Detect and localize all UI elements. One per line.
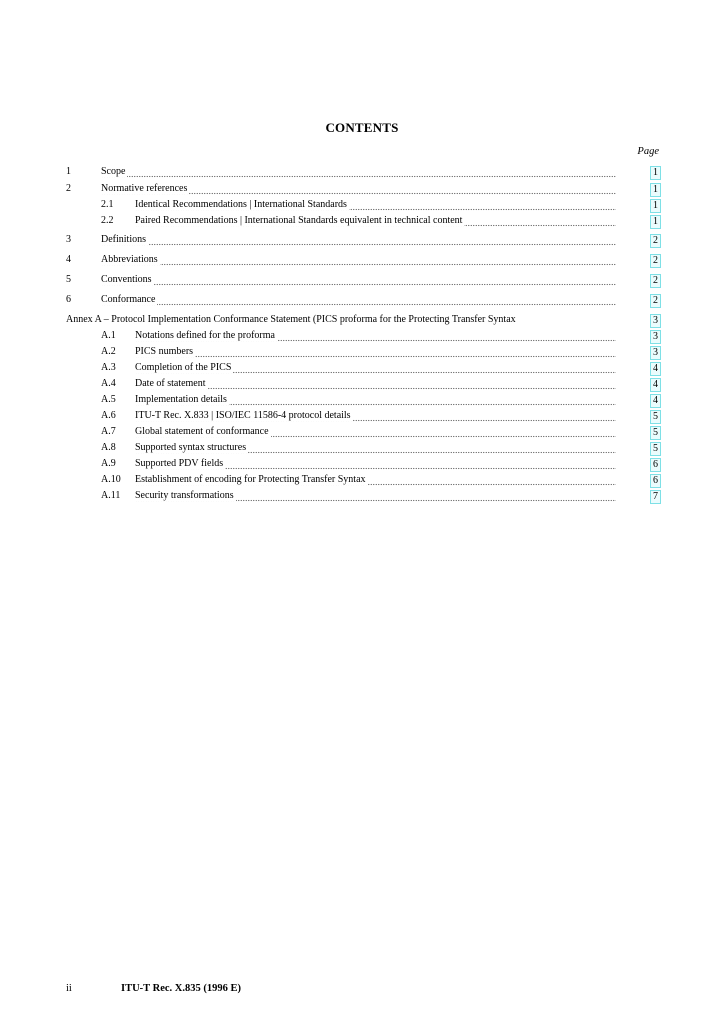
toc-entry-number: A.9 (101, 458, 116, 469)
toc-entry-title (135, 377, 616, 391)
toc-entry-title (101, 233, 616, 247)
toc-entry-label: Annex A – Protocol Implementation Conformance Statement (PICS proforma for the Protecting Transfer Syntax (66, 314, 516, 325)
toc-page-link[interactable]: 3 (650, 314, 661, 328)
footer-recommendation: ITU-T Rec. X.835 (1996 E) (121, 983, 241, 994)
toc-entry-title (135, 345, 616, 359)
toc-entry-title (135, 441, 616, 455)
toc-entry-label: Establishment of encoding for Protecting Transfer Syntax (135, 474, 366, 485)
toc-entry-label: Security transformations (135, 490, 234, 501)
toc-page-link[interactable]: 1 (650, 199, 661, 213)
toc-entry-number: A.11 (101, 490, 121, 501)
toc-entry-label: Normative references (101, 183, 188, 194)
toc-page-link[interactable]: 5 (650, 442, 661, 456)
toc-entry-number: A.1 (101, 330, 116, 341)
toc-entry-number: 5 (66, 274, 71, 285)
toc-page-link[interactable]: 3 (650, 346, 661, 360)
toc-entry-label: Conformance (101, 294, 156, 305)
toc-entry-number: 2 (66, 183, 71, 194)
toc-entry-title (135, 473, 616, 487)
toc-entry-label: Abbreviations (101, 254, 158, 265)
toc-entry-number: 6 (66, 294, 71, 305)
toc-entry-title (101, 293, 616, 307)
toc-page-link[interactable]: 5 (650, 426, 661, 440)
toc-entry-title (135, 457, 616, 471)
toc-entry-label: Notations defined for the proforma (135, 330, 275, 341)
toc-page-link[interactable]: 7 (650, 490, 661, 504)
toc-entry-number: A.5 (101, 394, 116, 405)
toc-entry-label: Conventions (101, 274, 152, 285)
toc-entry-number: A.8 (101, 442, 116, 453)
toc-entry-label: Supported syntax structures (135, 442, 247, 453)
toc-page-link[interactable]: 1 (650, 215, 661, 229)
toc-page-link[interactable]: 5 (650, 410, 661, 424)
toc-entry-number: 3 (66, 234, 71, 245)
toc-entry-number: 2.2 (101, 215, 114, 226)
toc-page-link[interactable]: 3 (650, 330, 661, 344)
toc-entry-label: PICS numbers (135, 346, 194, 357)
toc-page-link[interactable]: 1 (650, 183, 661, 197)
toc-page-link[interactable]: 6 (650, 474, 661, 488)
toc-entry-title (66, 313, 616, 327)
toc-entry-label: Completion of the PICS (135, 362, 232, 373)
toc-entry-title (101, 182, 616, 196)
toc-entry-label: Global statement of conformance (135, 426, 269, 437)
toc-entry-title (135, 409, 616, 423)
toc-entry-number: 4 (66, 254, 71, 265)
toc-entry-number: 1 (66, 166, 71, 177)
toc-entry-title (101, 253, 616, 267)
page-title: CONTENTS (325, 120, 399, 135)
toc-entry-title (135, 198, 616, 212)
toc-page-link[interactable]: 2 (650, 234, 661, 248)
toc-page-link[interactable]: 2 (650, 294, 661, 308)
toc-entry-title (135, 361, 616, 375)
toc-entry-title (135, 489, 616, 503)
footer-page-number: ii (66, 983, 72, 994)
toc-entry-title (135, 393, 616, 407)
toc-entry-number: A.7 (101, 426, 116, 437)
toc-entry-title (135, 425, 616, 439)
toc-entry-title (101, 165, 616, 179)
toc-entry-label: Scope (101, 166, 126, 177)
toc-page-link[interactable]: 4 (650, 378, 661, 392)
toc-entry-number: 2.1 (101, 199, 114, 210)
toc-entry-label: Date of statement (135, 378, 206, 389)
toc-entry-number: A.3 (101, 362, 116, 373)
toc-entry-title (101, 273, 616, 287)
toc-entry-label: Supported PDV fields (135, 458, 224, 469)
toc-page-link[interactable]: 4 (650, 394, 661, 408)
page-column-header: Page (637, 146, 659, 157)
toc-page-link[interactable]: 2 (650, 274, 661, 288)
toc-entry-title (135, 214, 616, 228)
toc-entry-title (135, 329, 616, 343)
toc-entry-label: Identical Recommendations | International Standards (135, 199, 347, 210)
toc-page-link[interactable]: 2 (650, 254, 661, 268)
toc-entry-label: Implementation details (135, 394, 227, 405)
toc-entry-label: Paired Recommendations | International Standards equivalent in technical content (135, 215, 463, 226)
toc-entry-number: A.10 (101, 474, 121, 485)
toc-page-link[interactable]: 4 (650, 362, 661, 376)
toc-page-link[interactable]: 1 (650, 166, 661, 180)
toc-entry-label: Definitions (101, 234, 146, 245)
toc-entry-number: A.4 (101, 378, 116, 389)
toc-entry-number: A.6 (101, 410, 116, 421)
toc-entry-label: ITU-T Rec. X.833 | ISO/IEC 11586-4 protocol details (135, 410, 351, 421)
toc-entry-number: A.2 (101, 346, 116, 357)
toc-page-link[interactable]: 6 (650, 458, 661, 472)
